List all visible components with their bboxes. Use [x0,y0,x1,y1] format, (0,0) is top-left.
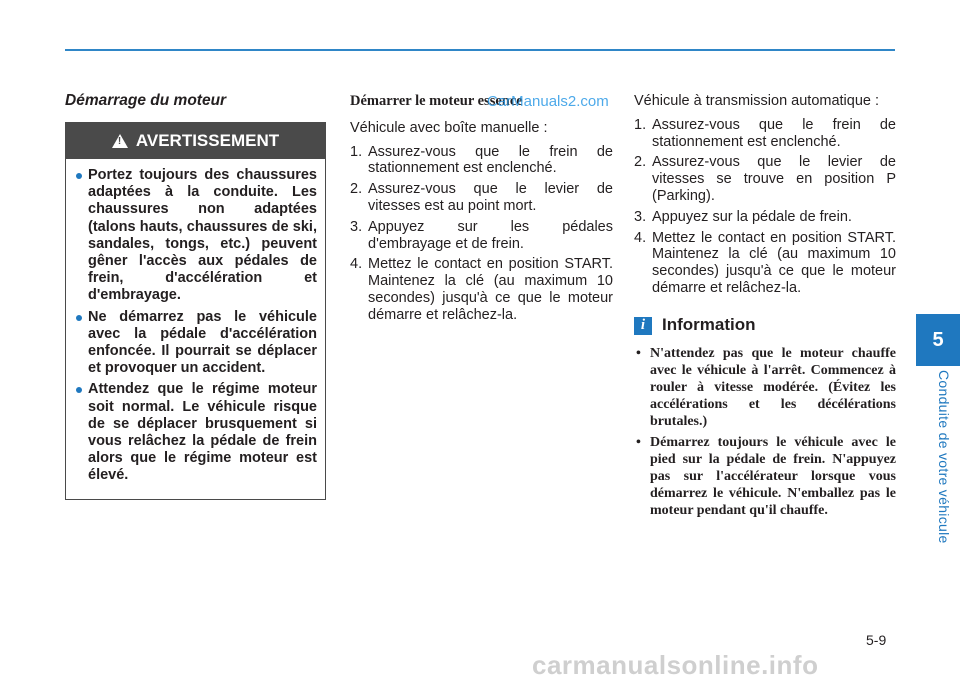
right-column [634,93,896,523]
information-header [634,317,896,335]
warning-header [66,123,325,159]
warning-body [66,159,325,499]
info-icon: i [634,317,652,335]
info-item: • N'attendez pas que le moteur chauffe avec le véhicule à l'arrêt. Commencez à rouler à vitesse modérée. (Évitez les accélérations et les décélérations brutales.) [634,345,896,430]
automatic-steps [634,117,896,297]
left-column [65,92,326,500]
step-item: 1. Assurez-vous que le frein de stationnement est enclenché. [350,143,613,177]
section-title: Démarrage du moteur [65,92,227,109]
info-item: • Démarrez toujours le véhicule avec le pied sur la pédale de frein. N'appuyez pas sur l'accélérateur lorsque vous démarrez le véhicule. N'emballez pas le moteur pendant qu'il chauffe. [634,434,896,519]
chapter-title: Conduite de votre véhicule [936,370,952,544]
footer-watermark: carmanualsonline.info [532,650,819,680]
step-item: 1. Assurez-vous que le frein de stationnement est enclenché. [634,116,896,150]
manual-steps [350,144,613,324]
warning-item: Attendez que le régime moteur soit normal. Le véhicule risque de se déplacer brusquement si vous relâchez la pédale de frein alors que le régime moteur est élevé. [74,381,317,484]
chapter-number: 5 [932,328,944,351]
chapter-tab [916,314,960,366]
warning-item: Portez toujours des chaussures adaptées à la conduite. Les chaussures non adaptées (talons hauts, chaussures de ski, sandales, tongs, etc.) peuvent gêner l'accès aux pédales de frein, d'accélération et d'embrayage. [74,167,317,305]
warning-icon [112,134,128,148]
step-item: 3. Appuyez sur les pédales d'embrayage et de frein. [350,218,613,252]
step-item: 2. Assurez-vous que le levier de vitesses se trouve en position P (Parking). [634,154,896,204]
page-number: 5-9 [866,632,887,648]
middle-column [350,93,613,328]
subsection-title: Démarrer le moteur essence [350,93,523,109]
top-rule [65,49,895,51]
warning-item: Ne démarrez pas le véhicule avec la pédale d'accélération enfoncée. Il pourrait se déplacer et provoquer un accident. [74,309,317,378]
manual-subtitle: Véhicule avec boîte manuelle : [350,119,548,136]
step-item: 2. Assurez-vous que le levier de vitesses est au point mort. [350,181,613,214]
information-title: Information [662,315,756,335]
step-item: 4. Mettez le contact en position START. Maintenez la clé (au maximum 10 secondes) jusqu'à ce que le moteur démarre et relâchez-la. [350,256,613,323]
warning-label: AVERTISSEMENT [135,131,280,150]
step-item: 3. Appuyez sur la pédale de frein. [634,208,852,225]
warning-box [65,122,326,500]
step-item: 4. Mettez le contact en position START. Maintenez la clé (au maximum 10 secondes) jusqu'à ce que le moteur démarre et relâchez-la. [634,229,896,296]
automatic-subtitle: Véhicule à transmission automatique : [634,93,880,109]
watermark: CarManuals2.com [487,93,609,110]
